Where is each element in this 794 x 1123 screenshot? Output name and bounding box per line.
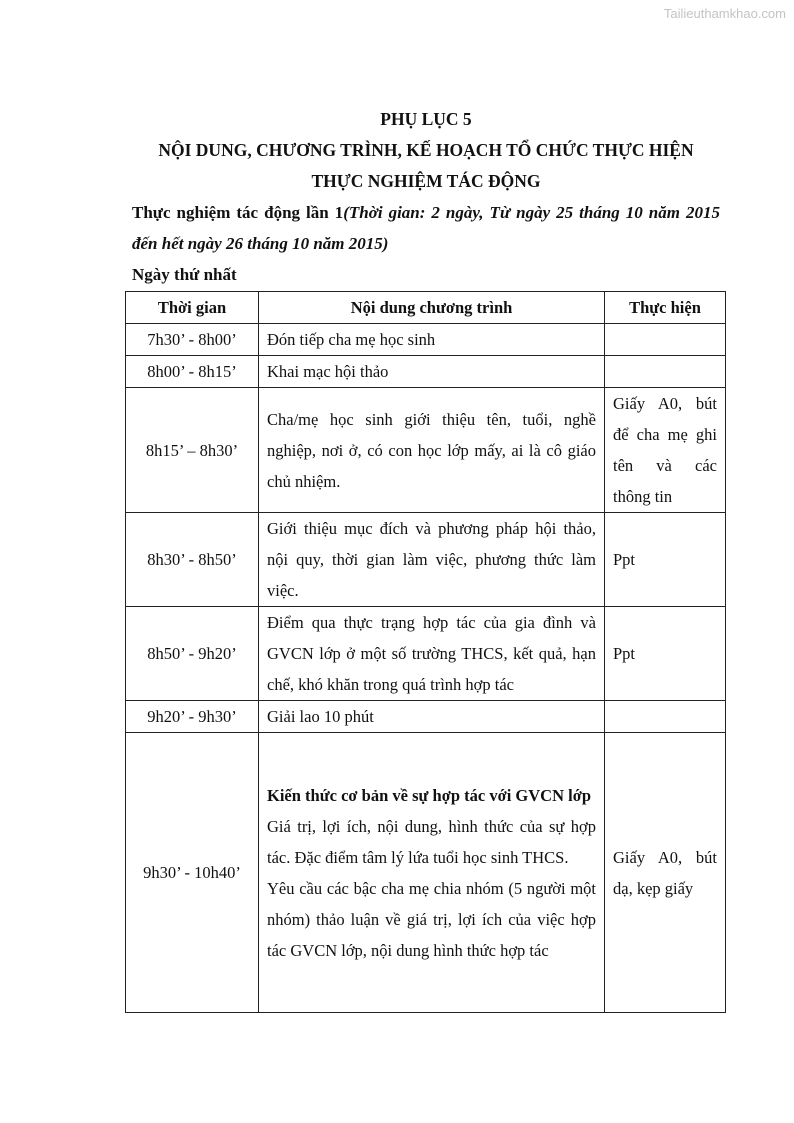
row-exec: Ppt: [605, 607, 726, 701]
row-content: Khai mạc hội thảo: [259, 356, 605, 388]
document-heading-line-2: THỰC NGHIỆM TÁC ĐỘNG: [311, 171, 541, 191]
watermark-text: Tailieuthamkhao.com: [663, 6, 786, 21]
row-content: Đón tiếp cha mẹ học sinh: [259, 324, 605, 356]
row-time: 9h20’ - 9h30’: [126, 701, 259, 733]
document-body: [132, 104, 720, 290]
row-exec: Giấy A0, bút để cha mẹ ghi tên và các thông tin: [605, 388, 726, 513]
row-content: [259, 733, 605, 1013]
table-row: [126, 356, 726, 388]
row-content: Giải lao 10 phút: [259, 701, 605, 733]
table-row: [126, 513, 726, 607]
header-exec: Thực hiện: [605, 292, 726, 324]
row-time: 8h50’ - 9h20’: [126, 607, 259, 701]
row-content-title: Kiến thức cơ bản về sự hợp tác với GVCN lớp: [267, 785, 592, 805]
row-exec: [605, 324, 726, 356]
row-content: Giới thiệu mục đích và phương pháp hội thảo, nội quy, thời gian làm việc, phương thức làm việc.: [259, 513, 605, 607]
row-time: 8h15’ – 8h30’: [126, 388, 259, 513]
row-time: 7h30’ - 8h00’: [126, 324, 259, 356]
row-time: 8h00’ - 8h15’: [126, 356, 259, 388]
day-label: Ngày thứ nhất: [132, 265, 237, 284]
experiment-label: Thực nghiệm tác động lần 1: [132, 203, 344, 222]
experiment-intro: [132, 197, 720, 259]
row-exec: [605, 356, 726, 388]
header-content: Nội dung chương trình: [259, 292, 605, 324]
table-row: [126, 324, 726, 356]
row-content: Điểm qua thực trạng hợp tác của gia đình và GVCN lớp ở một số trường THCS, kết quả, hạn chế, khó khăn trong quá trình hợp tác: [259, 607, 605, 701]
document-heading-line-1: NỘI DUNG, CHƯƠNG TRÌNH, KẾ HOẠCH TỔ CHỨC THỰC HIỆN: [158, 140, 694, 160]
table-row: [126, 701, 726, 733]
row-exec: Ppt: [605, 513, 726, 607]
experiment-time-range: (Thời gian: 2 ngày, Từ ngày 25 tháng 10 năm 2015 đến hết ngày 26 tháng 10 năm 2015): [132, 203, 720, 253]
row-content-paragraph: Giá trị, lợi ích, nội dung, hình thức của sự hợp tác. Đặc điểm tâm lý lứa tuổi học sinh THCS.: [267, 816, 596, 867]
row-content: Cha/mẹ học sinh giới thiệu tên, tuổi, nghề nghiệp, nơi ở, có con học lớp mấy, ai là cô giáo chủ nhiệm.: [259, 388, 605, 513]
table-header-row: [126, 292, 726, 324]
row-exec: [605, 701, 726, 733]
appendix-title: PHỤ LỤC 5: [380, 109, 472, 129]
table-row: [126, 733, 726, 1013]
row-time: 9h30’ - 10h40’: [126, 733, 259, 1013]
table-row: [126, 388, 726, 513]
table-row: [126, 607, 726, 701]
row-exec: Giấy A0, bút dạ, kẹp giấy: [605, 733, 726, 1013]
row-time: 8h30’ - 8h50’: [126, 513, 259, 607]
row-content-paragraph: Yêu cầu các bậc cha mẹ chia nhóm (5 người một nhóm) thảo luận về giá trị, lợi ích của việc hợp tác GVCN lớp, nội dung hình thức hợp tác: [267, 878, 596, 960]
schedule-table: [125, 291, 726, 1013]
header-time: Thời gian: [126, 292, 259, 324]
